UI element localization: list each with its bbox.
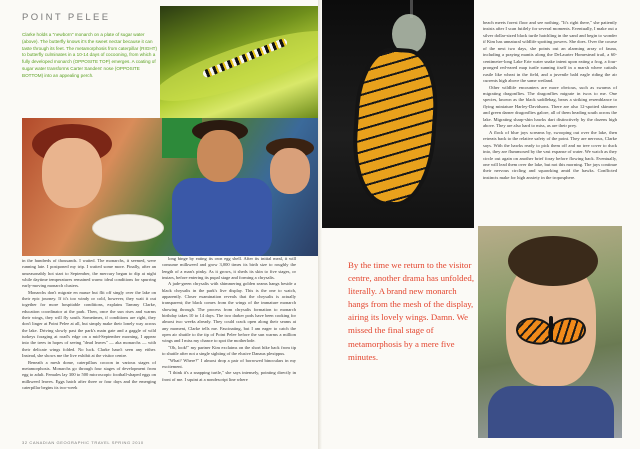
woman-face-shape [42,138,102,208]
paragraph: A jade-green chrysalis with shimmering golden seams hangs beside a black chrysalis in the park's live display. This is the one to watch, apparently. Closer examination reveals that the chrysalis is actually transparent; the black comes from the wings of the immature monarch showing through. The process from chrysalis formation to monarch birthday takes 10 to 14 days. The two darker pods have been cooking for almost two weeks already. They could crack open along their seams at any moment, Clarke tells me. Fascinating, but I am eager to catch the open air shuttle to the tip of Point Pelee before the sun warms a million wings and I miss my chance to spot the motherlode. [162,281,296,344]
girl-face-shape [270,148,310,194]
paragraph: "Oh, look!" my partner Kim exclaims on the short hike back from tip to shuttle after not a single sighting of the elusive Danaus plexippus. [162,344,296,357]
caterpillar-photo [160,6,318,118]
leaf-shape [160,18,318,115]
paragraph: Monarchs don't migrate en masse but flit off singly over the lake on their epic journey. If it's too windy or cold, however, they wait it out together for more hospitable conditions, explains Tammy Clarke, education coordinator at the park. Then, once the sun rises and warms their wings, they will fly south. Sometimes, if conditions are right, they don't linger at Point Pelee at all, but simply make their lonely way across the lake. Driving slowly past the park's main gate and a gaggle of wild turkeys foraging at road's edge on a mid-September morning, I appear into the trees in hopes of seeing "dead leaves" — aka monarchs — with their delicate wings folded. No luck. Clarke hasn't seen any either. Instead, she shows me the live exhibit at the visitor centre. [22,289,156,359]
paragraph: in the hundreds of thousands. I waited. The monarchs, it seemed, were running late. I postponed my trip. I waited some more. Finally, after an unseasonably hot start to September, the mercury began to dip at night while daytime temperatures remained warm: ideal conditions for spurring early-moving monarch clusters. [22,258,156,289]
photo-caption: Clarke holds a "newborn" monarch on a plate of sugar water (above). The butterfly knows it's the sweet nectar because it can taste through its feet. The metamorphosis from caterpillar (RIGHT) to butterfly culminates in a 10-14 days of cocooning, from which a fully developed monarch (OPPOSITE TOP) emerges. A coating of sugar water transforms Carter Sanders' nose (OPPOSITE BOTTOM) into an appealing perch. [22,32,157,78]
monarch-wing-shape [349,45,442,208]
hair-shape [508,236,598,286]
butterfly-body [549,316,553,342]
pull-quote: By the time we return to the visitor centre, another drama has unfolded, literally. A brand new monarch hangs from the mesh of the display, airing its lovely wings. Damn. We missed the final stage of metamorphosis by a mere five minutes. [348,260,475,362]
paragraph: Beneath a mesh dome, caterpillars cocoon in various stages of metamorphosis. Monarchs go through four stages of development from egg to adult. Females lay 300 to 500 microscopic football-shaped eggs on milkweed leaves. Eggs hatch after three or four days and the emerging caterpillar begins its two-week [22,359,156,390]
paragraph: Other wildlife encounters are more obvious, such as swarms of migrating dragonflies. The dragonflies migrate in twos to me. One species, known as the black saddlebag, bears a striking resemblance to flying miniature Harley-Davidsons. There are also 12-spotted skimmer and green darner dragonflies galore, all of them heading south across the lake. Migrating sharp-shin hawks dart distinctively by the dozens high above. They are also hard to miss, as are their prey. [483,84,617,129]
body-column-1 [22,258,156,391]
emerging-monarch-photo [322,0,474,228]
paragraph: long binge by eating its own egg shell. After its initial meal, it will consume milkweed and grow 3,000 times its birth size to roughly the length of a man's pinky. As it grows, it sheds its skin to five stages, or instars, before entering its pupal stage and forming a chrysalis. [162,256,296,281]
plate-shape [92,214,164,242]
paragraph: beach meets forest floor and see nothing. "It's right there," she patiently insists after I scan futilely for several moments. Eventually, I make out a silver dollar-sized black turtle hatchling in the sand and begin to wonder if Kim has unnatural wildlife spotting powers. She does. Over the course of the next two days, she points out an alarming array of fauna, including a praying mantis along the DeLaurier Homestead trail, a 60-centimetre-long Lake Erie water snake intent upon eating a frog, a four-pronged red-eared map turtle sunning itself in a marsh where cattails rustle like wheat in the field, and a juvenile bald eagle riding the air currents high above the same wetland. [483,20,617,84]
paragraph: "I think it's a snapping turtle," she says intensely, pointing directly in front of me. I squint at a nondescript line where [162,370,296,382]
children-with-butterfly-photo [22,118,318,256]
page-footer: 32 CANADIAN GEOGRAPHIC TRAVEL SPRING 2010 [22,440,144,445]
boy-with-butterfly-photo [478,226,622,438]
shirt-shape [488,386,614,438]
boy-shirt-shape [172,178,272,256]
body-column-3 [483,20,617,181]
body-column-2 [162,256,296,383]
running-head: POINT PELEE [22,12,111,23]
paragraph: "What? Where?" I almost drop a pair of borrowed binoculars in my excitement. [162,357,296,369]
paragraph: A flock of blue jays screams by, swooping out over the lake, then retreats back to the relative safety of the point. They are nervous, Clarke says. With the hawks ready to pick them off and no tree cover to duck into, they are flummoxed by the vast expanse of water. We watch as they circle out again on another brief foray before flowing back. Eventually, one will lead them over the lake, but not this morning. The jays continue their nervous circling and squawking amid the hawks. Conflicted instincts make for high anxiety in the troposphere. [483,129,617,180]
boy-face-shape [197,130,243,182]
